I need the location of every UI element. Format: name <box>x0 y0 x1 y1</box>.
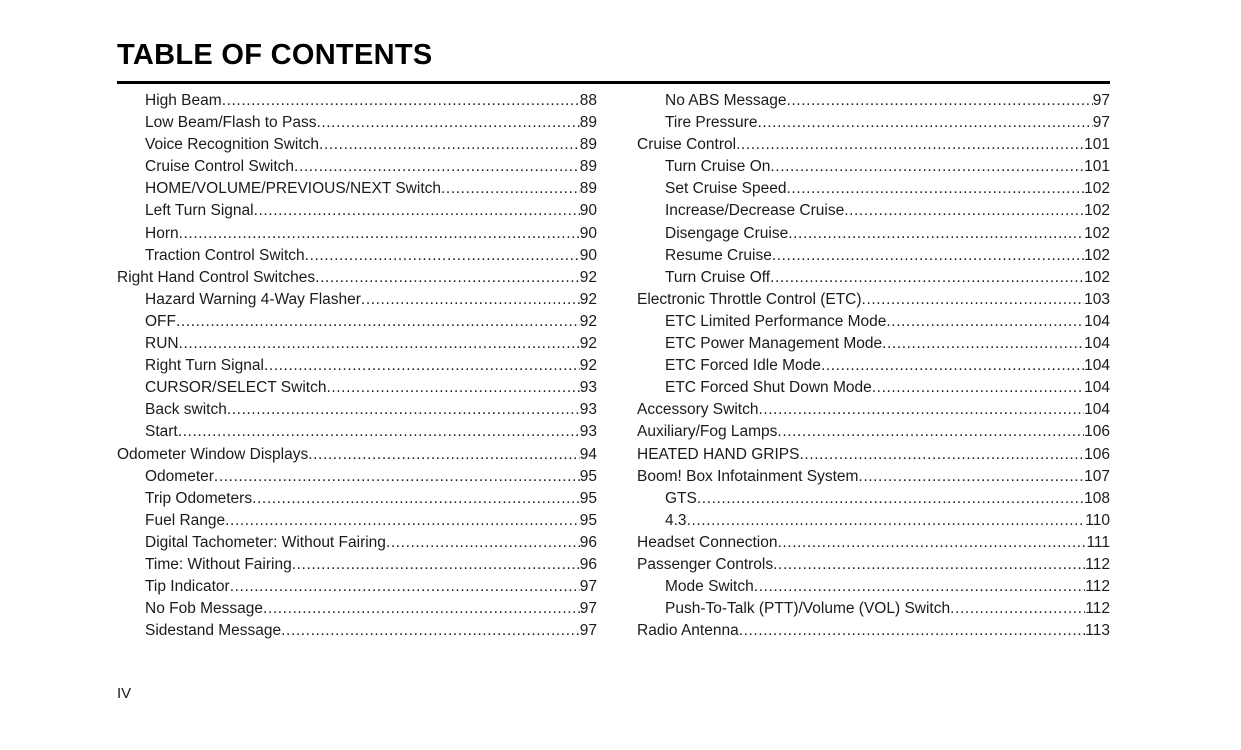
toc-entry-label: Electronic Throttle Control (ETC) <box>637 290 862 308</box>
toc-entry-page: 93 <box>579 423 597 441</box>
toc-entry-label: Tip Indicator <box>145 578 230 596</box>
toc-entry-label: Hazard Warning 4-Way Flasher <box>145 290 361 308</box>
toc-leader-dots <box>787 178 1085 200</box>
toc-entry-label: Radio Antenna <box>637 622 739 640</box>
toc-entry-page: 96 <box>579 533 597 551</box>
toc-entry <box>117 134 597 156</box>
toc-entry-page: 102 <box>1084 268 1110 286</box>
toc-entry-label: Disengage Cruise <box>665 224 789 242</box>
toc-entry <box>637 156 1110 178</box>
toc-columns <box>117 90 1110 642</box>
toc-entry-page: 97 <box>579 578 597 596</box>
toc-leader-dots <box>821 355 1084 377</box>
toc-entry-page: 102 <box>1084 202 1110 220</box>
toc-leader-dots <box>222 90 580 112</box>
toc-leader-dots <box>786 90 1092 112</box>
toc-entry-label: Trip Odometers <box>145 489 253 507</box>
toc-leader-dots <box>950 598 1085 620</box>
toc-entry <box>117 576 597 598</box>
toc-entry-label: Cruise Control Switch <box>145 158 295 176</box>
toc-entry <box>117 90 597 112</box>
toc-entry-page: 107 <box>1084 467 1110 485</box>
toc-entry <box>117 333 597 355</box>
toc-entry-label: ETC Forced Shut Down Mode <box>665 379 872 397</box>
toc-entry-label: High Beam <box>145 92 222 109</box>
toc-leader-dots <box>292 554 580 576</box>
toc-leader-dots <box>361 289 580 311</box>
toc-leader-dots <box>386 532 580 554</box>
toc-leader-dots <box>178 421 580 443</box>
toc-entry-page: 104 <box>1084 379 1110 397</box>
toc-entry-page: 88 <box>579 92 597 109</box>
toc-entry <box>117 156 597 178</box>
toc-entry <box>637 355 1110 377</box>
toc-leader-dots <box>319 134 580 156</box>
toc-entry-label: CURSOR/SELECT Switch <box>145 379 327 397</box>
toc-entry-page: 93 <box>579 401 597 419</box>
toc-leader-dots <box>800 444 1085 466</box>
toc-entry-page: 89 <box>579 114 597 132</box>
toc-entry <box>117 178 597 200</box>
toc-entry-page: 101 <box>1084 136 1110 154</box>
toc-entry-label: Tire Pressure <box>665 114 758 132</box>
toc-leader-dots <box>777 532 1086 554</box>
toc-entry-label: Turn Cruise On <box>665 158 771 176</box>
toc-entry-page: 101 <box>1084 158 1110 176</box>
toc-entry <box>117 289 597 311</box>
toc-entry-label: Traction Control Switch <box>145 246 305 264</box>
toc-entry-label: RUN <box>145 335 179 353</box>
toc-leader-dots <box>308 444 580 466</box>
toc-entry-label: OFF <box>145 312 176 330</box>
toc-leader-dots <box>687 510 1086 532</box>
toc-entry-page: 113 <box>1085 622 1110 640</box>
toc-entry-label: Passenger Controls <box>637 555 774 573</box>
toc-entry <box>117 267 597 289</box>
toc-leader-dots <box>697 488 1084 510</box>
toc-entry-page: 90 <box>579 202 597 220</box>
toc-entry-page: 95 <box>579 511 597 529</box>
toc-entry-page: 97 <box>579 600 597 618</box>
toc-leader-dots <box>305 245 580 267</box>
toc-entry-page: 102 <box>1084 180 1110 198</box>
toc-entry-page: 106 <box>1084 445 1110 463</box>
toc-entry-label: Sidestand Message <box>145 622 282 640</box>
toc-entry-label: Right Turn Signal <box>145 357 264 375</box>
toc-entry <box>637 245 1110 267</box>
toc-entry-page: 95 <box>579 467 597 485</box>
toc-entry <box>637 510 1110 532</box>
toc-entry-page: 111 <box>1086 533 1110 551</box>
toc-column-right <box>637 90 1110 642</box>
toc-entry <box>117 421 597 443</box>
toc-entry-page: 104 <box>1084 312 1110 330</box>
toc-entry <box>637 112 1110 134</box>
toc-entry-label: Headset Connection <box>637 533 778 551</box>
toc-entry <box>117 112 597 134</box>
toc-leader-dots <box>858 466 1084 488</box>
toc-entry <box>637 289 1110 311</box>
toc-entry-page: 93 <box>579 379 597 397</box>
toc-entry <box>637 399 1110 421</box>
toc-entry-page: 94 <box>579 445 597 463</box>
toc-leader-dots <box>316 112 579 134</box>
toc-leader-dots <box>770 156 1084 178</box>
title-divider-rule <box>117 81 1110 84</box>
toc-entry-page: 102 <box>1084 224 1110 242</box>
toc-leader-dots <box>326 377 579 399</box>
toc-entry-label: Digital Tachometer: Without Fairing <box>145 533 386 551</box>
page-title: TABLE OF CONTENTS <box>117 39 433 71</box>
toc-entry <box>117 311 597 333</box>
toc-entry-label: Turn Cruise Off <box>665 268 771 286</box>
toc-leader-dots <box>757 112 1092 134</box>
toc-entry <box>637 90 1110 112</box>
toc-entry-page: 106 <box>1084 423 1110 441</box>
toc-entry-page: 108 <box>1084 489 1110 507</box>
toc-entry-page: 89 <box>579 180 597 198</box>
toc-entry <box>117 399 597 421</box>
toc-entry-page: 97 <box>1092 114 1110 132</box>
toc-entry <box>117 554 597 576</box>
toc-entry-label: GTS <box>665 489 697 507</box>
toc-entry <box>637 267 1110 289</box>
toc-leader-dots <box>739 620 1086 642</box>
toc-leader-dots <box>777 421 1084 443</box>
toc-leader-dots <box>758 399 1084 421</box>
toc-leader-dots <box>252 488 580 510</box>
toc-entry-label: Set Cruise Speed <box>665 180 787 198</box>
toc-entry <box>637 200 1110 222</box>
toc-entry-label: Back switch <box>145 401 227 419</box>
toc-entry <box>117 488 597 510</box>
toc-entry-label: Odometer Window Displays <box>117 445 309 463</box>
toc-entry-label: ETC Power Management Mode <box>665 335 883 353</box>
toc-entry <box>117 466 597 488</box>
toc-leader-dots <box>773 554 1085 576</box>
toc-leader-dots <box>254 200 580 222</box>
toc-entry-page: 92 <box>579 290 597 308</box>
toc-entry-label: Low Beam/Flash to Pass <box>145 114 317 132</box>
toc-leader-dots <box>862 289 1085 311</box>
toc-entry <box>117 510 597 532</box>
toc-leader-dots <box>844 200 1084 222</box>
toc-entry-page: 90 <box>579 224 597 242</box>
toc-entry-label: ETC Limited Performance Mode <box>665 312 887 330</box>
toc-leader-dots <box>179 333 580 355</box>
toc-entry-label: No Fob Message <box>145 600 264 618</box>
toc-entry-page: 96 <box>579 555 597 573</box>
toc-entry-label: Auxiliary/Fog Lamps <box>637 423 778 441</box>
toc-leader-dots <box>872 377 1084 399</box>
toc-entry <box>637 576 1110 598</box>
toc-entry-label: Time: Without Fairing <box>145 555 292 573</box>
toc-entry <box>637 466 1110 488</box>
toc-entry-label: Mode Switch <box>665 578 754 596</box>
toc-entry-page: 104 <box>1084 357 1110 375</box>
toc-entry <box>637 444 1110 466</box>
toc-entry-page: 90 <box>579 246 597 264</box>
toc-leader-dots <box>230 576 580 598</box>
toc-entry-page: 112 <box>1085 578 1110 596</box>
toc-entry <box>637 223 1110 245</box>
toc-leader-dots <box>225 510 580 532</box>
toc-entry <box>637 134 1110 156</box>
toc-leader-dots <box>227 399 580 421</box>
toc-entry <box>637 620 1110 642</box>
toc-leader-dots <box>294 156 580 178</box>
toc-entry-page: 95 <box>579 489 597 507</box>
toc-entry-page: 97 <box>579 622 597 640</box>
toc-entry <box>117 532 597 554</box>
toc-entry <box>117 444 597 466</box>
toc-entry-label: ETC Forced Idle Mode <box>665 357 821 375</box>
toc-entry <box>637 488 1110 510</box>
toc-entry-label: Boom! Box Infotainment System <box>637 467 859 485</box>
toc-entry-label: HOME/VOLUME/PREVIOUS/NEXT Switch <box>145 180 441 198</box>
toc-entry-label: Odometer <box>145 467 214 485</box>
toc-entry <box>637 333 1110 355</box>
toc-entry-page: 92 <box>579 335 597 353</box>
toc-entry-page: 102 <box>1084 246 1110 264</box>
toc-entry-label: HEATED HAND GRIPS <box>637 445 800 463</box>
toc-entry <box>117 620 597 642</box>
toc-entry-page: 103 <box>1084 290 1110 308</box>
toc-entry-page: 104 <box>1084 401 1110 419</box>
toc-leader-dots <box>886 311 1084 333</box>
toc-leader-dots <box>214 466 580 488</box>
toc-entry-label: Horn <box>145 224 179 242</box>
toc-entry-label: Accessory Switch <box>637 401 759 419</box>
toc-entry-page: 112 <box>1085 600 1110 618</box>
toc-leader-dots <box>179 223 580 245</box>
toc-entry <box>117 245 597 267</box>
toc-entry-label: Increase/Decrease Cruise <box>665 202 845 220</box>
page-number: IV <box>117 685 132 702</box>
toc-entry-page: 110 <box>1085 511 1110 529</box>
toc-entry-page: 92 <box>579 312 597 330</box>
toc-entry-label: 4.3 <box>665 511 687 529</box>
toc-entry-label: Right Hand Control Switches <box>117 268 316 286</box>
toc-entry <box>117 598 597 620</box>
toc-entry <box>637 178 1110 200</box>
toc-leader-dots <box>315 267 580 289</box>
toc-leader-dots <box>772 245 1084 267</box>
toc-entry <box>637 377 1110 399</box>
toc-entry-page: 104 <box>1084 335 1110 353</box>
toc-leader-dots <box>770 267 1084 289</box>
toc-entry <box>117 200 597 222</box>
toc-entry-page: 92 <box>579 268 597 286</box>
toc-entry-label: Left Turn Signal <box>145 202 254 220</box>
toc-entry-label: Resume Cruise <box>665 246 772 264</box>
toc-entry-page: 92 <box>579 357 597 375</box>
toc-entry-label: Fuel Range <box>145 511 226 529</box>
toc-leader-dots <box>736 134 1084 156</box>
toc-entry <box>637 554 1110 576</box>
toc-entry-page: 112 <box>1085 555 1110 573</box>
toc-leader-dots <box>264 355 580 377</box>
toc-leader-dots <box>788 223 1084 245</box>
toc-entry <box>117 355 597 377</box>
toc-entry <box>637 421 1110 443</box>
toc-entry-page: 97 <box>1092 92 1110 109</box>
toc-leader-dots <box>754 576 1086 598</box>
toc-leader-dots <box>441 178 580 200</box>
toc-entry <box>637 598 1110 620</box>
toc-leader-dots <box>281 620 580 642</box>
toc-leader-dots <box>882 333 1084 355</box>
toc-column-left <box>117 90 597 642</box>
toc-leader-dots <box>263 598 580 620</box>
toc-entry-label: No ABS Message <box>665 92 787 109</box>
toc-entry <box>117 223 597 245</box>
toc-entry-label: Voice Recognition Switch <box>145 136 320 154</box>
toc-entry <box>637 311 1110 333</box>
toc-entry-label: Start <box>145 423 178 441</box>
toc-entry-label: Cruise Control <box>637 136 737 154</box>
toc-entry-page: 89 <box>579 158 597 176</box>
toc-entry <box>117 377 597 399</box>
toc-leader-dots <box>176 311 580 333</box>
toc-entry-label: Push-To-Talk (PTT)/Volume (VOL) Switch <box>665 600 951 618</box>
toc-entry-page: 89 <box>579 136 597 154</box>
toc-entry <box>637 532 1110 554</box>
